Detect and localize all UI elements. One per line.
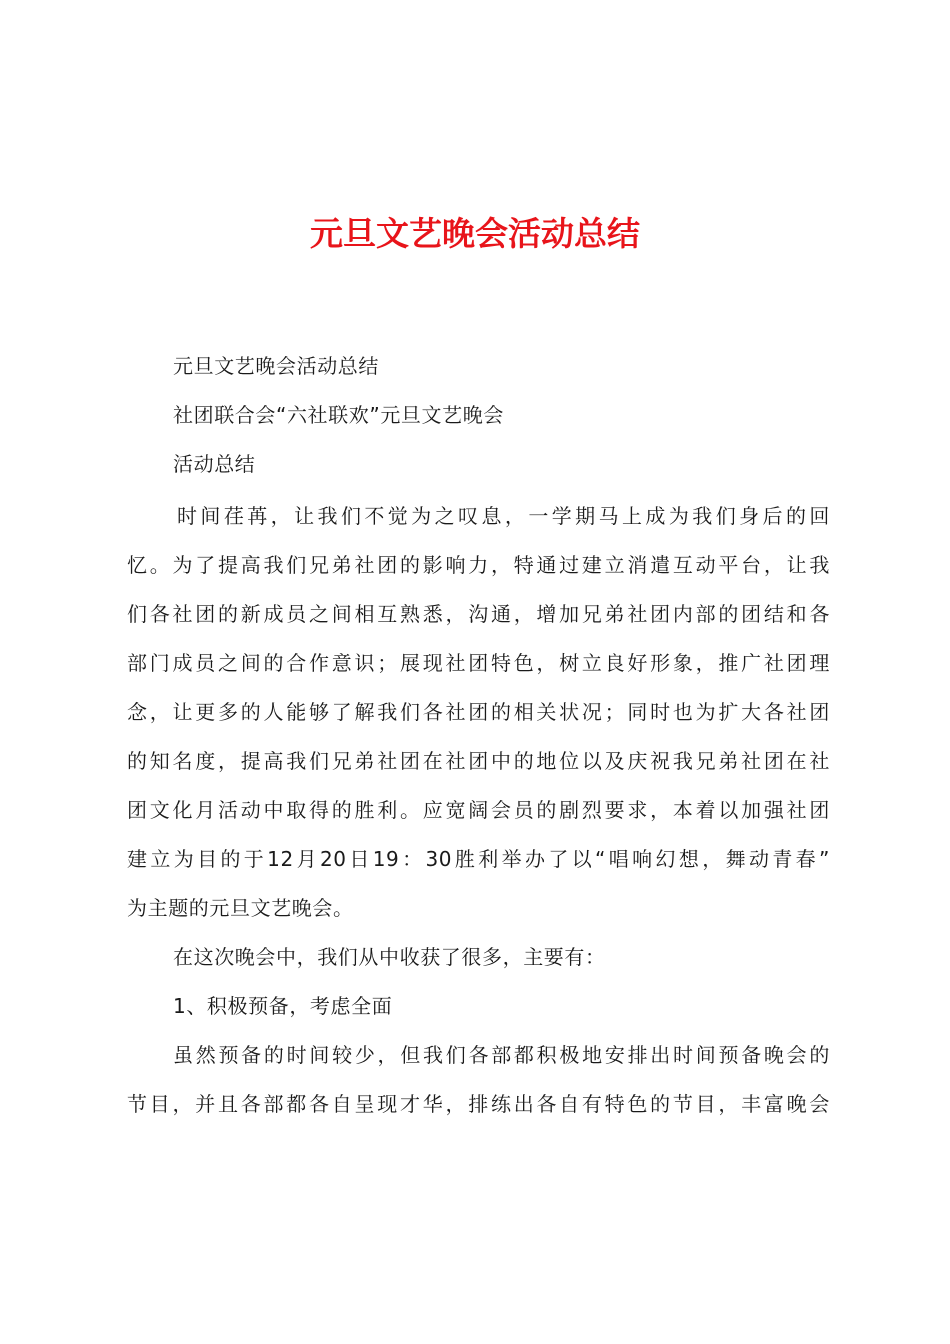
paragraph-line: 在这次晚会中，我们从中收获了很多，主要有： xyxy=(173,945,606,969)
subtitle-line: 活动总结 xyxy=(173,452,256,476)
document-body xyxy=(127,342,830,1129)
section-heading: 1、积极预备，考虑全面 xyxy=(173,994,393,1018)
paragraph-line: 忆。为了提高我们兄弟社团的影响力，特通过建立消遣互动平台，让我 xyxy=(127,553,830,577)
paragraph-line: 虽然预备的时间较少，但我们各部都积极地安排出时间预备晚会的 xyxy=(173,1043,830,1067)
paragraph-line: 为主题的元旦文艺晚会。 xyxy=(127,896,354,920)
subtitle-line: 元旦文艺晚会活动总结 xyxy=(173,354,379,378)
paragraph-line: 节目，并且各部都各自呈现才华，排练出各自有特色的节目，丰富晚会 xyxy=(127,1092,830,1116)
paragraph-line: 们各社团的新成员之间相互熟悉，沟通，增加兄弟社团内部的团结和各 xyxy=(127,602,830,626)
paragraph-line: 部门成员之间的合作意识；展现社团特色，树立良好形象，推广社团理 xyxy=(127,651,830,675)
paragraph-line: 建立为目的于12月20日19：30胜利举办了以“唱响幻想，舞动青春” xyxy=(127,847,830,871)
document-title: 元旦文艺晚会活动总结 xyxy=(310,214,640,253)
paragraph-line: 团文化月活动中取得的胜利。应宽阔会员的剧烈要求，本着以加强社团 xyxy=(127,798,830,822)
paragraph-line: 念，让更多的人能够了解我们各社团的相关状况；同时也为扩大各社团 xyxy=(127,700,830,724)
paragraph-line: 时间荏苒，让我们不觉为之叹息，一学期马上成为我们身后的回 xyxy=(177,504,830,528)
paragraph-line: 的知名度，提高我们兄弟社团在社团中的地位以及庆祝我兄弟社团在社 xyxy=(127,749,830,773)
subtitle-line: 社团联合会“六社联欢”元旦文艺晚会 xyxy=(173,403,504,427)
